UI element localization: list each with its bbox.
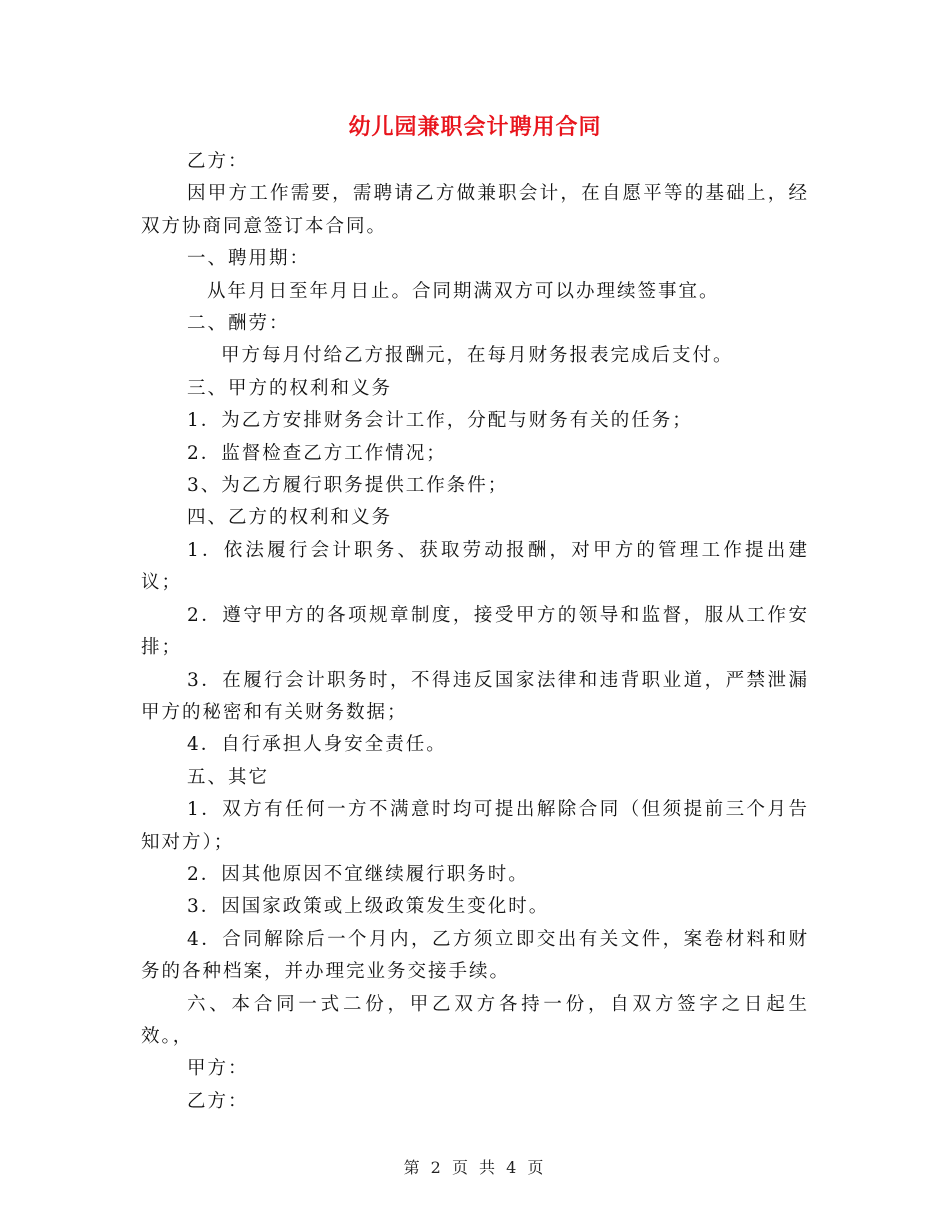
section-3-item-1: 1．为乙方安排财务会计工作，分配与财务有关的任务； [187,410,693,432]
document-title: 幼儿园兼职会计聘用合同 [348,115,602,140]
section-5-item-2: 2．因其他原因不宜继续履行职务时。 [187,863,529,885]
section-5-heading: 五、其它 [187,766,270,788]
intro-paragraph: 因甲方工作需要，需聘请乙方做兼职会计，在自愿平等的基础上，经双方协商同意签订本合同。 [141,183,809,237]
section-2-text: 甲方每月付给乙方报酬元，在每月财务报表完成后支付。 [221,345,734,367]
section-1-heading: 一、聘用期： [187,248,311,270]
party-b-line-top: 乙方： [187,151,249,172]
section-4-item-4: 4．自行承担人身安全责任。 [187,734,447,756]
section-1-text: 从年月日至年月日止。合同期满双方可以办理续签事宜。 [207,280,720,302]
party-a-signature-line: 甲方： [187,1058,249,1080]
section-3-heading: 三、甲方的权利和义务 [187,377,393,399]
party-b-signature-line: 乙方： [187,1090,249,1112]
section-6-paragraph: 六、本合同一式二份，甲乙双方各持一份，自双方签字之日起生效。， [141,993,809,1047]
section-4-item-1: 1．依法履行会计职务、获取劳动报酬，对甲方的管理工作提出建议； [141,539,809,594]
section-3-item-3: 3、为乙方履行职务提供工作条件； [187,475,509,497]
section-5-item-3: 3．因国家政策或上级政策发生变化时。 [187,896,550,918]
section-5-item-4: 4．合同解除后一个月内，乙方须立即交出有关文件，案卷材料和财务的各种档案，并办理完业务交接手续。 [141,928,809,983]
section-4-item-3: 3．在履行会计职务时，不得违反国家法律和违背职业道，严禁泄漏甲方的秘密和有关财务数据； [141,669,809,723]
section-4-heading: 四、乙方的权利和义务 [187,507,393,529]
document-body [141,146,809,1118]
page-footer: 第 2 页 共 4 页 [403,1158,547,1177]
section-5-item-1: 1．双方有任何一方不满意时均可提出解除合同（但须提前三个月告知对方）； [141,799,809,853]
section-3-item-2: 2．监督检查乙方工作情况； [187,442,447,464]
section-2-heading: 二、酬劳： [187,313,290,335]
section-4-item-2: 2．遵守甲方的各项规章制度，接受甲方的领导和监督，服从工作安排； [141,604,809,659]
